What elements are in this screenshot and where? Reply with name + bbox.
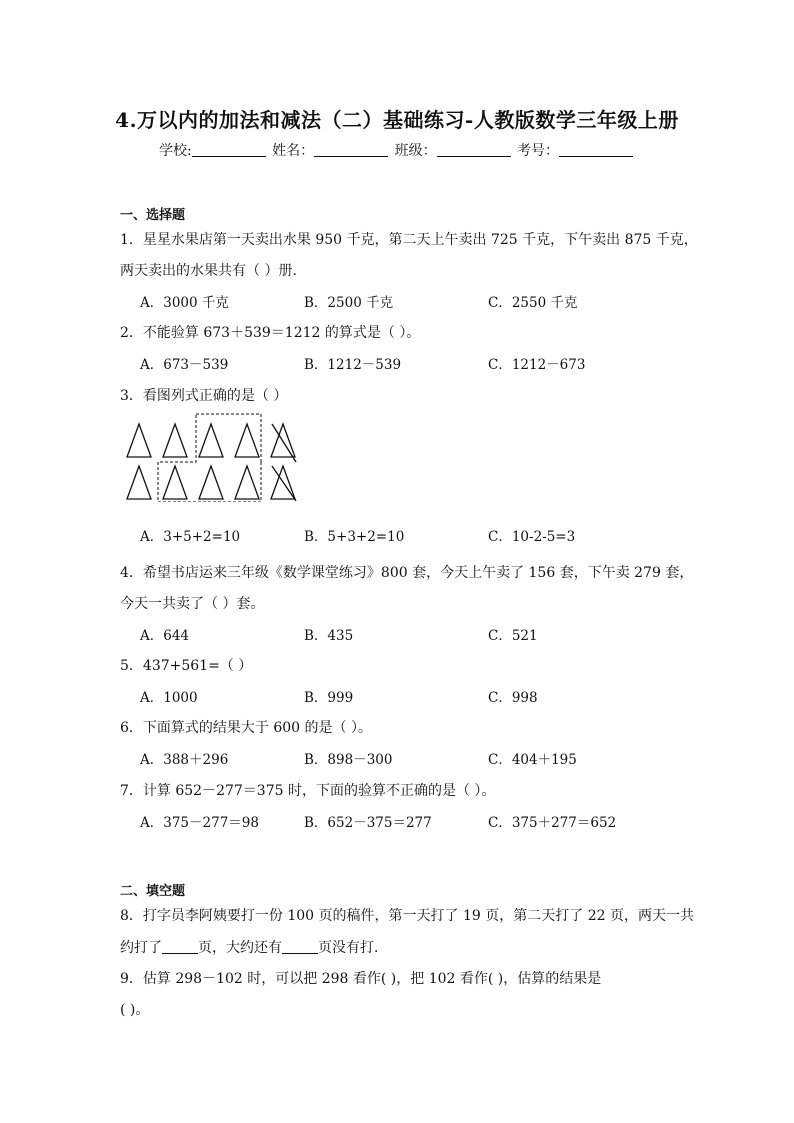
- triangle: [163, 424, 187, 457]
- question-4-line-2: 今天一共卖了（ ）套。: [120, 596, 265, 612]
- question-1-option-c[interactable]: C．2550 千克: [488, 295, 578, 311]
- question-3-option-b[interactable]: B．5+3+2=10: [304, 529, 405, 545]
- question-2-line-1: 2．不能验算 673＋539＝1212 的算式是（ ）。: [120, 325, 421, 341]
- triangle: [235, 424, 259, 457]
- question-5-line-1: 5．437+561=（ ）: [120, 658, 253, 674]
- student-info-line: [0, 140, 794, 160]
- question-3-option-a[interactable]: A．3+5+2=10: [140, 529, 241, 545]
- question-6-line-1: 6．下面算式的结果大于 600 的是（ ）。: [120, 720, 372, 736]
- question-5-option-a[interactable]: A．1000: [140, 690, 198, 706]
- answer-blank-2[interactable]: [282, 940, 318, 954]
- section-heading-choice: 一、选择题: [120, 208, 186, 223]
- question-4-option-b[interactable]: B．435: [304, 628, 354, 644]
- question-5-option-c[interactable]: C．998: [488, 690, 538, 706]
- question-1-option-a[interactable]: A．3000 千克: [140, 295, 229, 311]
- question-8-text-a: 约打了: [120, 940, 162, 956]
- class-label: 班级：: [394, 143, 437, 159]
- question-1-option-b[interactable]: B．2500 千克: [304, 295, 394, 311]
- question-3-option-c[interactable]: C．10-2-5=3: [488, 529, 576, 545]
- triangle: [163, 466, 187, 499]
- triangle: [235, 466, 259, 499]
- school-blank[interactable]: [192, 142, 266, 157]
- id-label: 考号：: [517, 143, 560, 159]
- question-4-option-c[interactable]: C．521: [488, 628, 538, 644]
- triangles-figure: [120, 410, 310, 502]
- triangle: [127, 424, 151, 457]
- question-2-option-a[interactable]: A．673－539: [140, 357, 229, 373]
- question-5-option-b[interactable]: B．999: [304, 690, 354, 706]
- question-8-text-c: 页没有打．: [318, 940, 388, 956]
- question-2-option-c[interactable]: C．1212－673: [488, 357, 586, 373]
- answer-blank-1[interactable]: [162, 940, 198, 954]
- triangle: [127, 466, 151, 499]
- question-4-line-1: 4．希望书店运来三年级《数学课堂练习》800 套，今天上午卖了 156 套，下午卖 279 套，: [120, 565, 694, 581]
- name-label: 姓名：: [272, 143, 315, 159]
- question-3-line-1: 3．看图列式正确的是（ ）: [120, 388, 288, 404]
- section-heading-fill: 二、填空题: [120, 884, 186, 899]
- question-2-option-b[interactable]: B．1212－539: [304, 357, 402, 373]
- school-label: 学校:: [158, 143, 192, 159]
- question-4-option-a[interactable]: A．644: [140, 628, 190, 644]
- question-9-line-2: ( )。: [120, 1002, 150, 1018]
- cross-out-line: [272, 466, 296, 501]
- question-8-line-1: 8．打字员李阿姨要打一份 100 页的稿件，第一天打了 19 页，第二天打了 22 页，两天一共: [120, 908, 694, 924]
- name-blank[interactable]: [314, 142, 388, 157]
- question-7-option-c[interactable]: C．375＋277＝652: [488, 815, 617, 831]
- question-8-line-2: [120, 937, 388, 957]
- question-8-text-b: 页，大约还有: [198, 940, 282, 956]
- triangle: [199, 466, 223, 499]
- page-title: 4.万以内的加法和减法（二）基础练习-人教版数学三年级上册: [115, 108, 679, 132]
- question-6-option-c[interactable]: C．404＋195: [488, 752, 577, 768]
- question-1-line-1: 1．星星水果店第一天卖出水果 950 千克，第二天上午卖出 725 千克，下午卖出 875 千克，: [120, 232, 698, 248]
- question-1-line-2: 两天卖出的水果共有（ ）册．: [120, 263, 307, 279]
- id-blank[interactable]: [559, 142, 633, 157]
- triangle: [199, 424, 223, 457]
- question-7-option-b[interactable]: B．652－375＝277: [304, 815, 432, 831]
- question-6-option-a[interactable]: A．388＋296: [140, 752, 229, 768]
- class-blank[interactable]: [437, 142, 511, 157]
- question-9-line-1: 9．估算 298－102 时，可以把 298 看作( )，把 102 看作( )，估算的结果是: [120, 971, 602, 987]
- question-7-line-1: 7．计算 652－277＝375 时，下面的验算不正确的是（ ）。: [120, 783, 496, 799]
- question-6-option-b[interactable]: B．898－300: [304, 752, 393, 768]
- question-7-option-a[interactable]: A．375－277＝98: [140, 815, 259, 831]
